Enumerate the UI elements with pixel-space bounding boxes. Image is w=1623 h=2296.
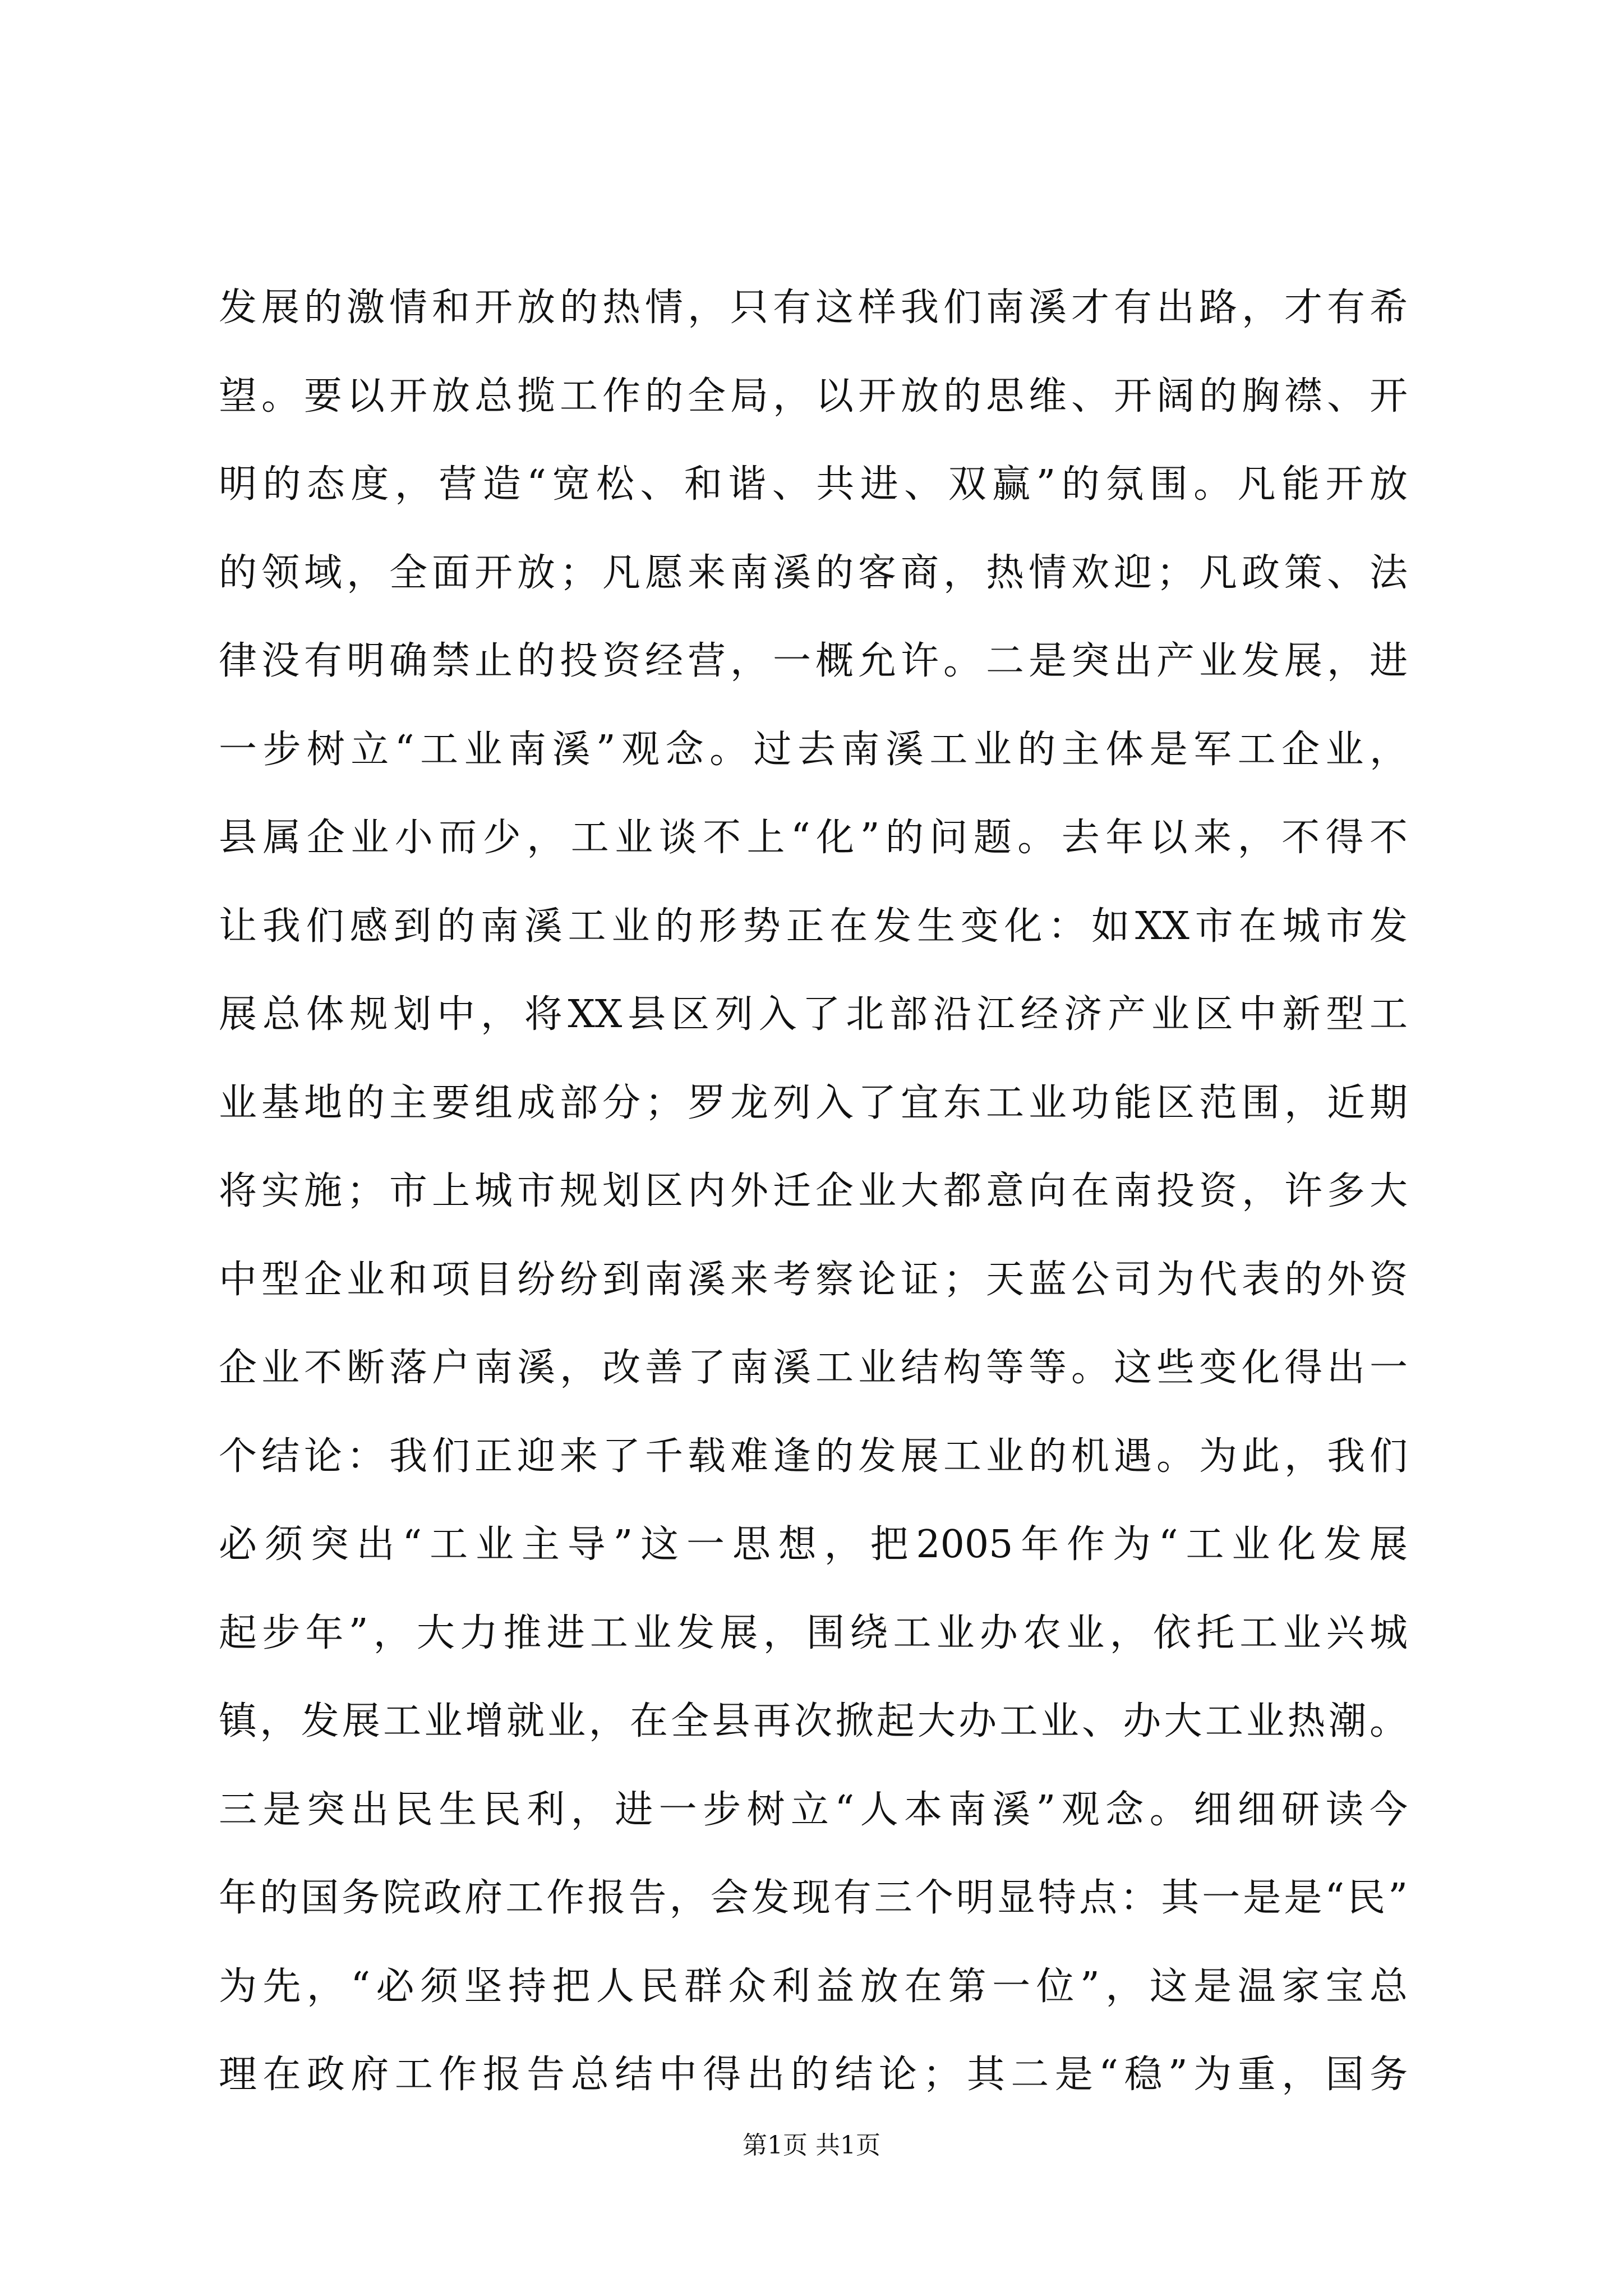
text-line: 的领域，全面开放；凡愿来南溪的客商，热情欢迎；凡政策、法 bbox=[219, 550, 1408, 595]
text-line: 理在政府工作报告总结中得出的结论；其二是“稳”为重，国务 bbox=[219, 2053, 1408, 2097]
text-line: 望。要以开放总揽工作的全局，以开放的思维、开阔的胸襟、开 bbox=[219, 374, 1408, 418]
text-line: 企业不断落户南溪，改善了南溪工业结构等等。这些变化得出一 bbox=[219, 1346, 1408, 1390]
text-line: 一步树立“工业南溪”观念。过去南溪工业的主体是军工企业， bbox=[219, 727, 1408, 772]
text-line: 县属企业小而少，工业谈不上“化”的问题。去年以来，不得不 bbox=[219, 816, 1408, 860]
text-line: 镇，发展工业增就业，在全县再次掀起大办工业、办大工业热潮。 bbox=[219, 1699, 1408, 1743]
text-line: 年的国务院政府工作报告，会发现有三个明显特点：其一是是“民” bbox=[219, 1876, 1408, 1920]
text-line: 律没有明确禁止的投资经营，一概允许。二是突出产业发展，进 bbox=[219, 639, 1408, 683]
text-line: 为先，“必须坚持把人民群众利益放在第一位”，这是温家宝总 bbox=[219, 1964, 1408, 2009]
page-footer bbox=[0, 2129, 1623, 2162]
page-number-label: 第1页 共1页 bbox=[743, 2131, 880, 2160]
text-line: 让我们感到的南溪工业的形势正在发生变化：如XX市在城市发 bbox=[219, 904, 1408, 949]
text-line: 将实施；市上城市规划区内外迁企业大都意向在南投资，许多大 bbox=[219, 1169, 1408, 1213]
text-line: 业基地的主要组成部分；罗龙列入了宜东工业功能区范围，近期 bbox=[219, 1080, 1408, 1125]
text-line: 三是突出民生民利，进一步树立“人本南溪”观念。细细研读今 bbox=[219, 1787, 1408, 1832]
text-line: 发展的激情和开放的热情，只有这样我们南溪才有出路，才有希 bbox=[219, 286, 1408, 330]
text-line: 中型企业和项目纷纷到南溪来考察论证；天蓝公司为代表的外资 bbox=[219, 1257, 1408, 1302]
text-line: 起步年”，大力推进工业发展，围绕工业办农业，依托工业兴城 bbox=[219, 1611, 1408, 1655]
text-line: 明的态度，营造“宽松、和谐、共进、双赢”的氛围。凡能开放 bbox=[219, 462, 1408, 507]
text-line: 个结论：我们正迎来了千载难逢的发展工业的机遇。为此，我们 bbox=[219, 1434, 1408, 1479]
document-body bbox=[219, 264, 1408, 2119]
text-line: 展总体规划中，将XX县区列入了北部沿江经济产业区中新型工 bbox=[219, 992, 1408, 1037]
text-line: 必须突出“工业主导”这一思想，把2005年作为“工业化发展 bbox=[219, 1522, 1408, 1567]
